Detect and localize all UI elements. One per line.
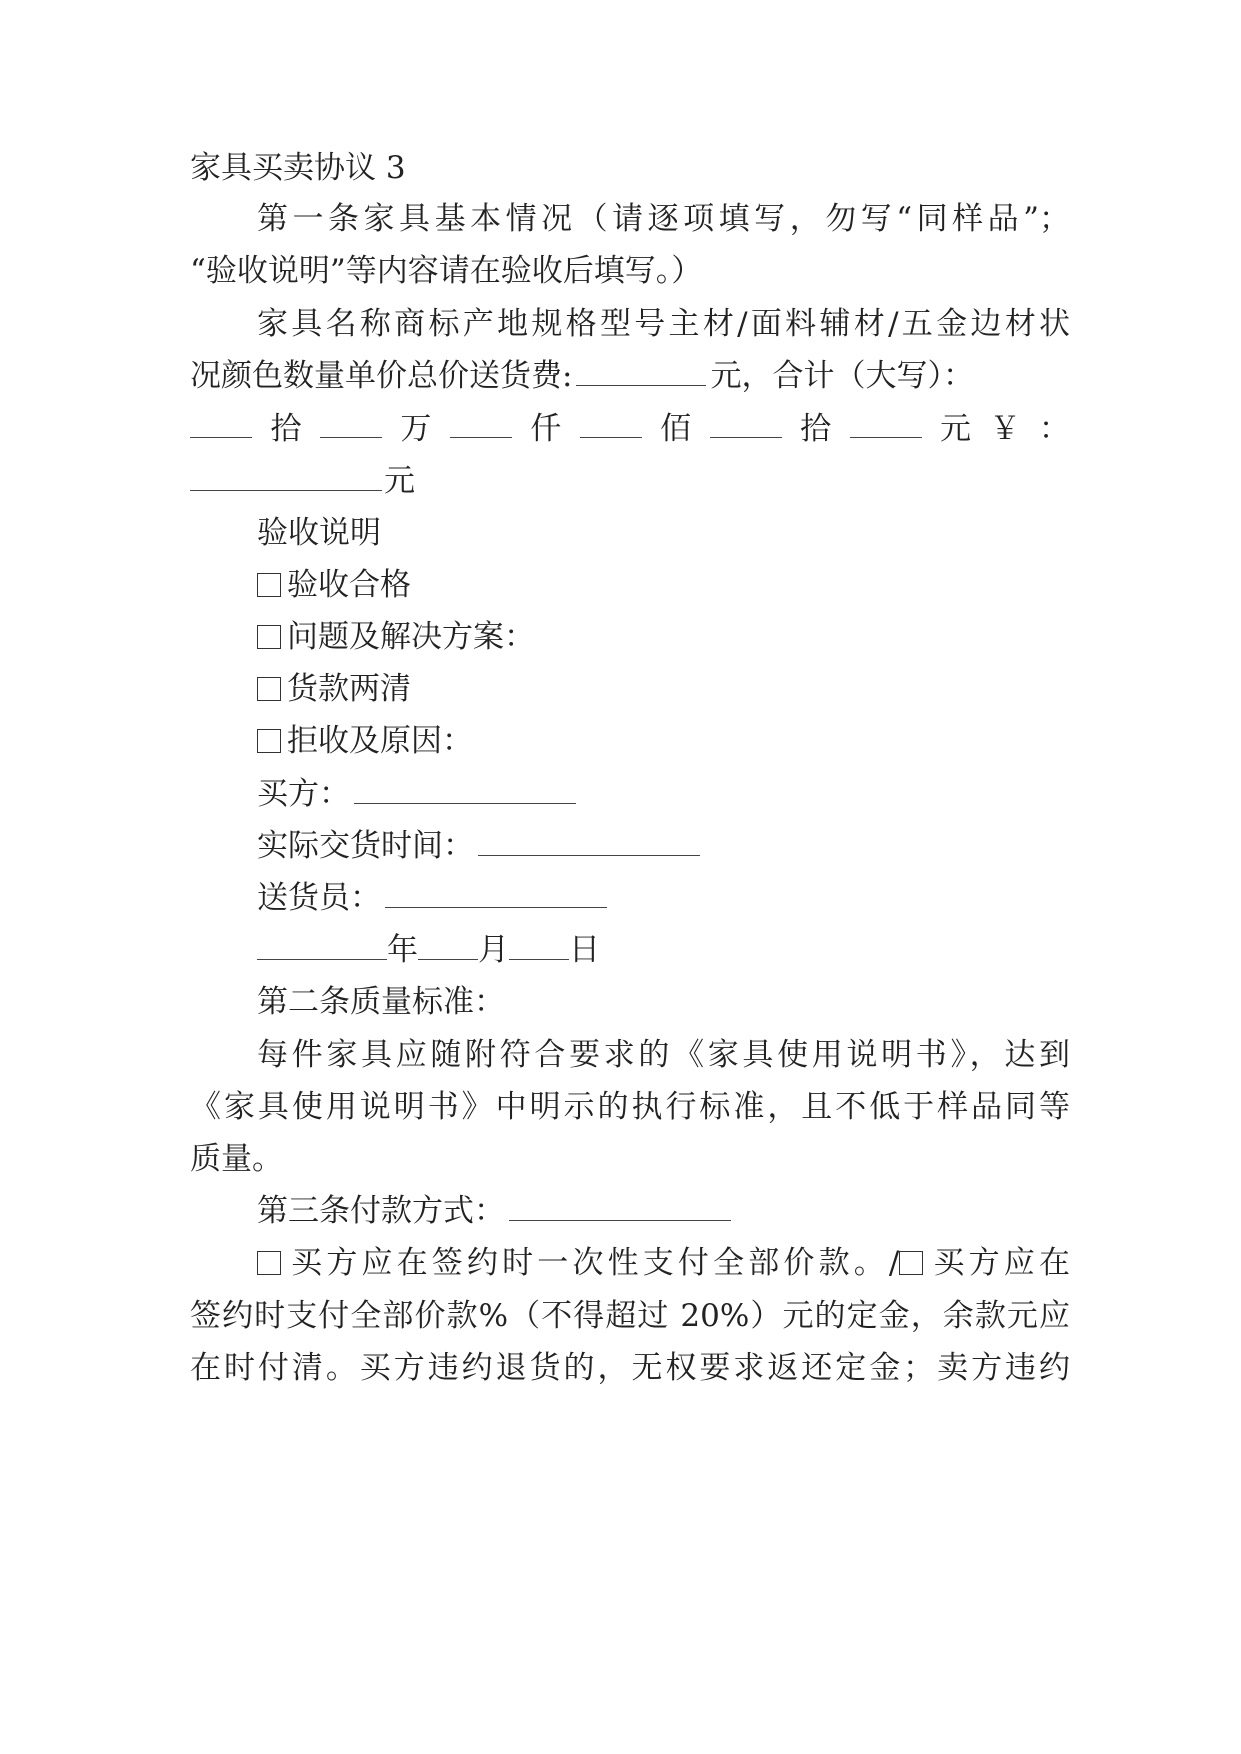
colon: ： — [1038, 411, 1070, 447]
option-rejected — [257, 721, 1070, 761]
article2-line3: 质量。 — [190, 1141, 283, 1177]
amount-figure-row — [190, 461, 1070, 501]
article1-line1: 第一条家具基本情况（请逐项填写，勿写“同样品”； — [257, 201, 1070, 237]
unit-wan: 万 — [400, 411, 432, 447]
payment-method-blank[interactable] — [509, 1192, 731, 1221]
year-label: 年 — [387, 932, 418, 968]
amount-in-words-row — [190, 409, 1070, 449]
checkbox-paid[interactable] — [257, 677, 281, 701]
delivery-time-blank[interactable] — [478, 827, 700, 856]
unit-yuan: 元 — [939, 411, 971, 447]
option-paid-label: 货款两清 — [287, 671, 411, 707]
day-blank[interactable] — [509, 931, 569, 960]
unit-shi: 拾 — [270, 411, 302, 447]
article3-heading-row — [257, 1191, 1070, 1231]
buyer-blank[interactable] — [354, 775, 576, 804]
full-payment-label: 买方应在签约时一次性支付全部价款。/ — [287, 1245, 900, 1281]
option-rejected-label: 拒收及原因： — [287, 723, 473, 759]
article3-heading: 第三条付款方式： — [257, 1193, 505, 1229]
article3-line2: 签约时支付全部价款%（不得超过 20%）元的定金，余款元应 — [190, 1298, 1070, 1334]
delivery-time-row — [257, 826, 1070, 866]
yen-sign: ￥ — [989, 411, 1021, 447]
article2-heading: 第二条质量标准： — [257, 984, 505, 1020]
delivery-fee-label: 况颜色数量单价总价送货费: — [190, 358, 573, 394]
amount-figure-blank[interactable] — [190, 462, 382, 491]
option-accepted — [257, 565, 1070, 605]
delivery-fee-blank[interactable] — [576, 357, 706, 386]
date-row — [257, 930, 1070, 970]
amount-blank-5[interactable] — [710, 409, 782, 438]
amount-figure-unit: 元 — [384, 463, 415, 499]
delivery-time-label: 实际交货时间： — [257, 828, 474, 864]
month-blank[interactable] — [418, 931, 478, 960]
total-label: 元，合计（大写）： — [710, 358, 974, 394]
deliverer-blank[interactable] — [385, 879, 607, 908]
deposit-label: 买方应在 — [929, 1245, 1071, 1281]
option-paid — [257, 669, 1070, 709]
amount-blank-1[interactable] — [190, 409, 252, 438]
unit-shi-2: 拾 — [800, 411, 832, 447]
checkbox-deposit[interactable] — [899, 1251, 923, 1275]
document-title: 家具买卖协议 3 — [190, 150, 406, 186]
month-label: 月 — [478, 932, 509, 968]
amount-blank-4[interactable] — [580, 409, 642, 438]
checkbox-issues[interactable] — [257, 625, 281, 649]
checkbox-full-payment[interactable] — [257, 1251, 281, 1275]
checkbox-accepted[interactable] — [257, 573, 281, 597]
article1-line2: “验收说明”等内容请在验收后填写。） — [190, 253, 703, 289]
buyer-label: 买方： — [257, 776, 350, 812]
article1-line4 — [190, 356, 1070, 396]
year-blank[interactable] — [257, 931, 387, 960]
amount-blank-2[interactable] — [320, 409, 382, 438]
buyer-row — [257, 774, 1070, 814]
acceptance-heading: 验收说明 — [257, 515, 381, 551]
option-accepted-label: 验收合格 — [287, 567, 411, 603]
article3-line3: 在时付清。买方违约退货的，无权要求返还定金；卖方违约 — [190, 1350, 1070, 1386]
amount-blank-6[interactable] — [850, 409, 922, 438]
option-issues-label: 问题及解决方案： — [287, 619, 535, 655]
unit-bai: 佰 — [660, 411, 692, 447]
article2-line1: 每件家具应随附符合要求的《家具使用说明书》，达到 — [257, 1037, 1070, 1073]
day-label: 日 — [569, 932, 600, 968]
article2-line2: 《家具使用说明书》中明示的执行标准，且不低于样品同等 — [190, 1089, 1070, 1125]
unit-qian: 仟 — [530, 411, 562, 447]
checkbox-rejected[interactable] — [257, 729, 281, 753]
deliverer-label: 送货员： — [257, 880, 381, 916]
amount-blank-3[interactable] — [450, 409, 512, 438]
article3-line1 — [257, 1243, 1070, 1283]
article1-line3: 家具名称商标产地规格型号主材/面料辅材/五金边材状 — [257, 306, 1070, 342]
option-issues — [257, 617, 1070, 657]
deliverer-row — [257, 878, 1070, 918]
